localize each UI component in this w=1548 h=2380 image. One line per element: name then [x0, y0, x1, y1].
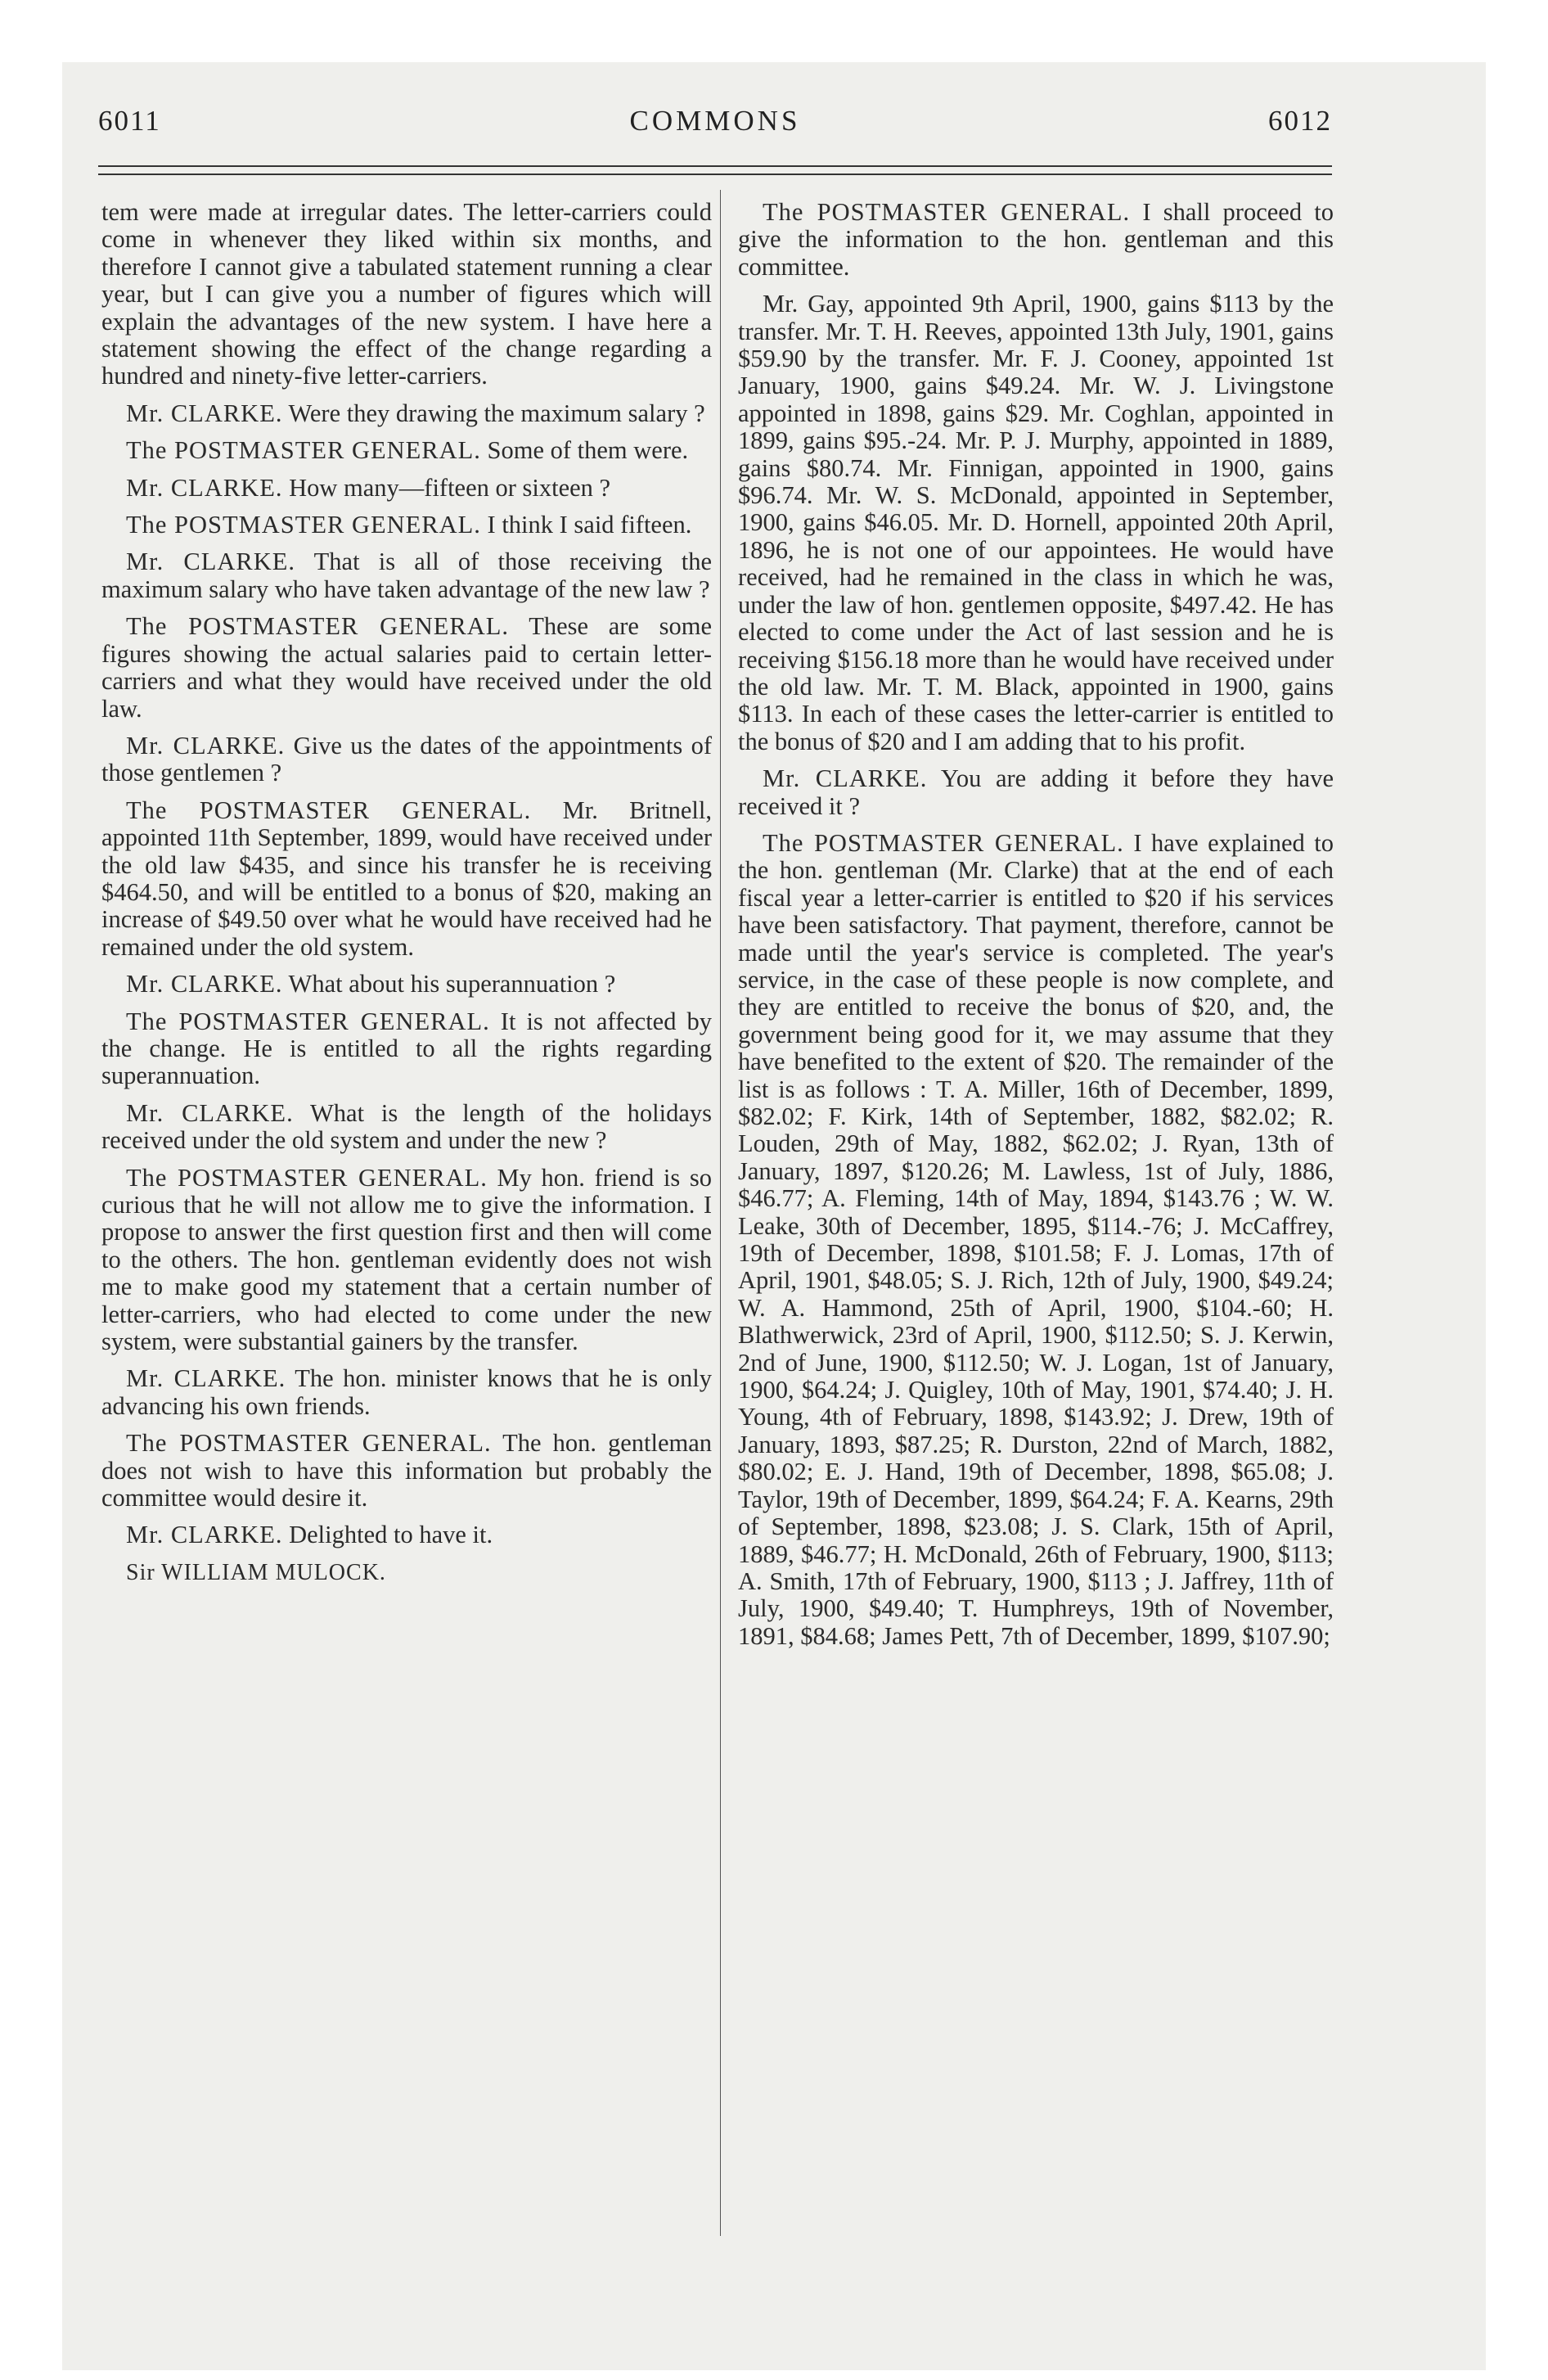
paragraph: The POSTMASTER GENERAL. These are some figures showing the actual salaries paid to certain letter-carriers and what they would have received under the old law. — [101, 612, 713, 723]
paragraph: Mr. Gay, appointed 9th April, 1900, gains $113 by the transfer. Mr. T. H. Reeves, appointed 13th July, 1901, gains $59.90 by the transfer. Mr. F. J. Cooney, appointed 1st January, 1900, gains $49.24. Mr. W. J. Livingstone appointed in 1898, gains $29. Mr. Coghlan, appointed in 1899, gains $95.-24. Mr. P. J. Murphy, appointed in 1889, gains $80.74. Mr. Finnigan, appointed in 1900, gains $96.74. Mr. W. S. McDonald, appointed in September, 1900, gains $46.05. Mr. D. Hornell, appointed 20th April, 1896, he is not one of our appointees. He would have received, had he remained in the class in which he was, under the law of hon. gentlemen opposite, $497.42. He has elected to come under the Act of last session and he is receiving $156.18 more than he would have received under the old law. Mr. T. M. Black, appointed in 1900, gains $113. In each of these cases the letter-carrier is entitled to the bonus of $20 and I am adding that to his profit. — [738, 290, 1334, 755]
paragraph: Mr. CLARKE. The hon. minister knows that he is only advancing his own friends. — [101, 1364, 712, 1420]
paragraph: Mr. CLARKE. That is all of those receiving the maximum salary who have taken advantage of the new law ? — [101, 548, 712, 603]
paragraph: Mr. CLARKE. What about his superannuation ? — [126, 970, 616, 998]
paragraph: Mr. CLARKE. What is the length of the holidays received under the old system and under the new ? — [101, 1098, 712, 1155]
page-number-right: 6012 — [1268, 105, 1332, 137]
paragraph: tem were made at irregular dates. The letter-carriers could come in whenever they liked within six months, and therefore I cannot give a tabulated statement running a clear year, but I can give you a number of figures which will explain the advantages of the new system. I have here a statement showing the effect of the change regarding a hundred and ninety-five letter-carriers. — [101, 198, 712, 390]
page-header — [98, 105, 1332, 154]
speaker-name: Mr. CLARKE. — [126, 1098, 294, 1127]
paragraph: Mr. CLARKE. Were they drawing the maximum salary ? — [126, 399, 705, 427]
paragraph: The POSTMASTER GENERAL. Mr. Britnell, appointed 11th September, 1899, would have received under the old law $435, and since his transfer he is receiving $464.50, and will be entitled to a bonus of $20, making an increase of $49.50 over what he would have received had he remained under the old system. — [101, 796, 712, 961]
speaker-heading: Sir WILLIAM MULOCK. — [126, 1559, 386, 1585]
speaker-name: The POSTMASTER GENERAL. — [126, 1007, 490, 1035]
speaker-name: Mr. CLARKE. — [126, 1521, 283, 1549]
paragraph: Mr. CLARKE. How many—fifteen or sixteen ? — [126, 473, 611, 502]
header-rule — [98, 165, 1332, 175]
paragraph: The POSTMASTER GENERAL. I shall proceed to give the information to the hon. gentleman and this committee. — [738, 198, 1334, 281]
paragraph: Mr. CLARKE. Give us the dates of the appointments of those gentlemen ? — [101, 731, 713, 787]
left-column — [101, 199, 712, 1596]
speaker-name: Mr. CLARKE. — [126, 731, 286, 760]
paragraph: The POSTMASTER GENERAL. I think I said fifteen. — [126, 511, 692, 539]
speaker-name: Mr. CLARKE. — [126, 970, 283, 998]
speaker-name: Mr. CLARKE. — [763, 764, 928, 793]
speaker-name: The POSTMASTER GENERAL. — [126, 1429, 492, 1458]
speaker-name: Mr. CLARKE. — [126, 1364, 286, 1393]
speaker-name: The POSTMASTER GENERAL. — [763, 198, 1131, 226]
speaker-name: The POSTMASTER GENERAL. — [763, 828, 1124, 857]
column-divider — [720, 190, 721, 2236]
speaker-name: The POSTMASTER GENERAL. — [126, 1163, 488, 1192]
paragraph: The POSTMASTER GENERAL. I have explained to the hon. gentleman (Mr. Clarke) that at the end of each fiscal year a letter-carrier is entitled to $20 if his services have been satisfactory. That payment, therefore, cannot be made until the year's service is completed. The year's service, in the case of these people is now complete, and they are entitled to receive the bonus of $20, and, the government being good for it, we may assume that they have benefited to the extent of $20. The remainder of the list is as follows : T. A. Miller, 16th of December, 1899, $82.02; F. Kirk, 14th of September, 1882, $82.02; R. Louden, 29th of May, 1882, $62.02; J. Ryan, 13th of January, 1897, $120.26; M. Lawless, 1st of July, 1886, $46.77; A. Fleming, 14th of May, 1894, $143.76 ; W. W. Leake, 30th of December, 1895, $114.-76; J. McCaffrey, 19th of December, 1898, $101.58; F. J. Lomas, 17th of April, 1901, $48.05; S. J. Rich, 12th of July, 1900, $49.24; W. A. Hammond, 25th of April, 1900, $104.-60; H. Blathwerwick, 23rd of April, 1900, $112.50; S. J. Kerwin, 2nd of June, 1900, $112.50; W. J. Logan, 1st of January, 1900, $64.24; J. Quigley, 10th of May, 1901, $74.40; J. H. Young, 4th of February, 1898, $143.92; J. Drew, 19th of January, 1893, $87.25; R. Durston, 22nd of March, 1882, $80.02; E. J. Hand, 19th of December, 1898, $65.08; J. Taylor, 19th of December, 1899, $64.24; F. A. Kearns, 29th of September, 1898, $23.08; J. S. Clark, 15th of April, 1889, $46.77; H. McDonald, 26th of February, 1900, $113; A. Smith, 17th of February, 1900, $113 ; J. Jaffrey, 11th of July, 1900, $49.40; T. Humphreys, 19th of November, 1891, $84.68; James Pett, 7th of December, 1899, $107.90; — [738, 828, 1334, 1650]
speaker-name: Mr. CLARKE. — [126, 548, 296, 576]
right-column — [738, 199, 1334, 1660]
paragraph: Mr. CLARKE. You are adding it before they have received it ? — [738, 764, 1334, 820]
page-title: COMMONS — [629, 105, 801, 137]
speaker-name: Mr. CLARKE. — [126, 473, 283, 502]
paragraph: Mr. CLARKE. Delighted to have it. — [126, 1521, 493, 1549]
speaker-name: Mr. CLARKE. — [126, 399, 283, 427]
page-number-left: 6011 — [98, 105, 161, 137]
paragraph: The POSTMASTER GENERAL. It is not affected by the change. He is entitled to all the rights regarding superannuation. — [101, 1007, 713, 1090]
paragraph: The POSTMASTER GENERAL. Some of them were. — [126, 436, 689, 465]
paragraph: The POSTMASTER GENERAL. The hon. gentleman does not wish to have this information but probably the committee would desire it. — [101, 1429, 713, 1512]
speaker-name: The POSTMASTER GENERAL. — [126, 511, 481, 539]
speaker-name: The POSTMASTER GENERAL. — [126, 612, 510, 641]
speaker-name: The POSTMASTER GENERAL. — [126, 436, 481, 465]
speaker-name: The POSTMASTER GENERAL. — [126, 796, 532, 824]
paragraph: The POSTMASTER GENERAL. My hon. friend is so curious that he will not allow me to give the information. I propose to answer the first question first and then will come to the others. The hon. gentleman evidently does not wish me to make good my statement that a certain number of letter-carriers, who had elected to come under the new system, were substantial gainers by the transfer. — [101, 1163, 713, 1356]
